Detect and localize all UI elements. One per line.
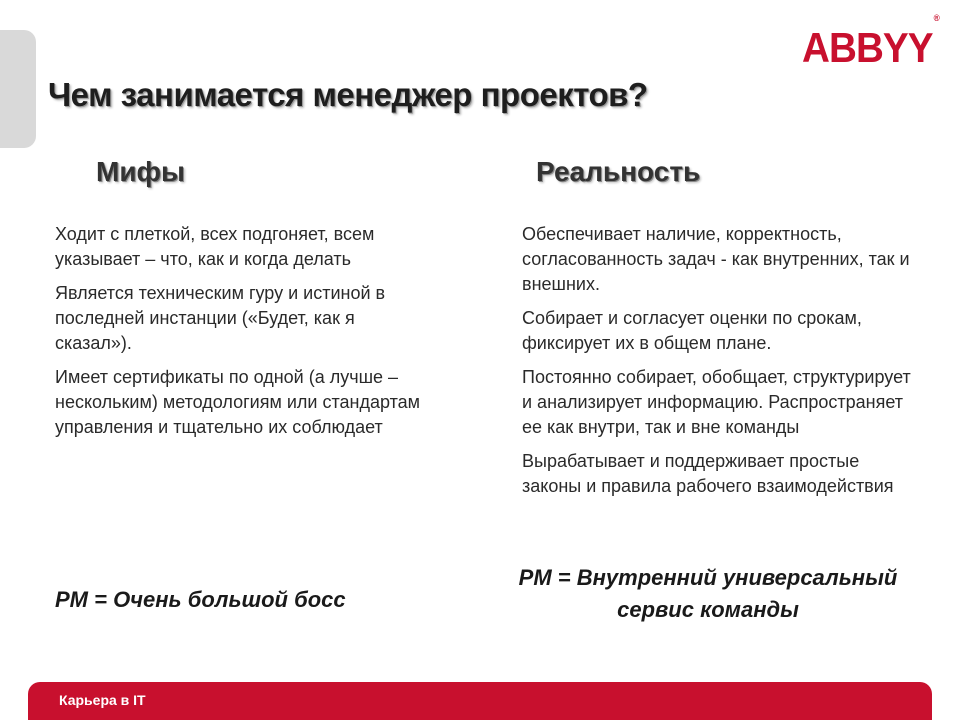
footer-bar bbox=[28, 682, 932, 720]
reality-item: Собирает и согласует оценки по срокам, фиксирует их в общем плане. bbox=[522, 308, 862, 353]
reality-summary: PM = Внутренний универсальный сервис команды bbox=[518, 565, 898, 622]
reality-heading: Реальность bbox=[536, 156, 701, 187]
reality-item: Вырабатывает и поддерживает простые законы и правила рабочего взаимодействия bbox=[522, 451, 894, 496]
myth-item: Ходит с плеткой, всех подгоняет, всем указывает – что, как и когда делать bbox=[55, 224, 375, 269]
myth-item: Имеет сертификаты по одной (а лучше – нескольким) методологиям или стандартам управления и тщательно их соблюдает bbox=[55, 367, 421, 437]
side-tab-decoration bbox=[0, 30, 36, 148]
myth-item: Является техническим гуру и истиной в последней инстанции («Будет, как я сказал»). bbox=[55, 283, 386, 353]
reality-list bbox=[522, 222, 922, 508]
registered-mark: ® bbox=[933, 13, 940, 23]
footer-label: Карьера в IT bbox=[59, 692, 146, 708]
reality-item: Обеспечивает наличие, корректность, согласованность задач - как внутренних, так и внешних. bbox=[522, 224, 910, 294]
slide-title: Чем занимается менеджер проектов? bbox=[48, 76, 648, 113]
myths-heading: Мифы bbox=[96, 156, 185, 187]
abbyy-logo bbox=[802, 13, 940, 72]
myths-summary: PM = Очень большой босс bbox=[55, 587, 346, 612]
myths-list bbox=[55, 222, 425, 449]
reality-item: Постоянно собирает, обобщает, структурирует и анализирует информацию. Распространяет ее как внутри, так и вне команды bbox=[522, 367, 911, 437]
logo-text: ABBYY bbox=[802, 24, 933, 71]
